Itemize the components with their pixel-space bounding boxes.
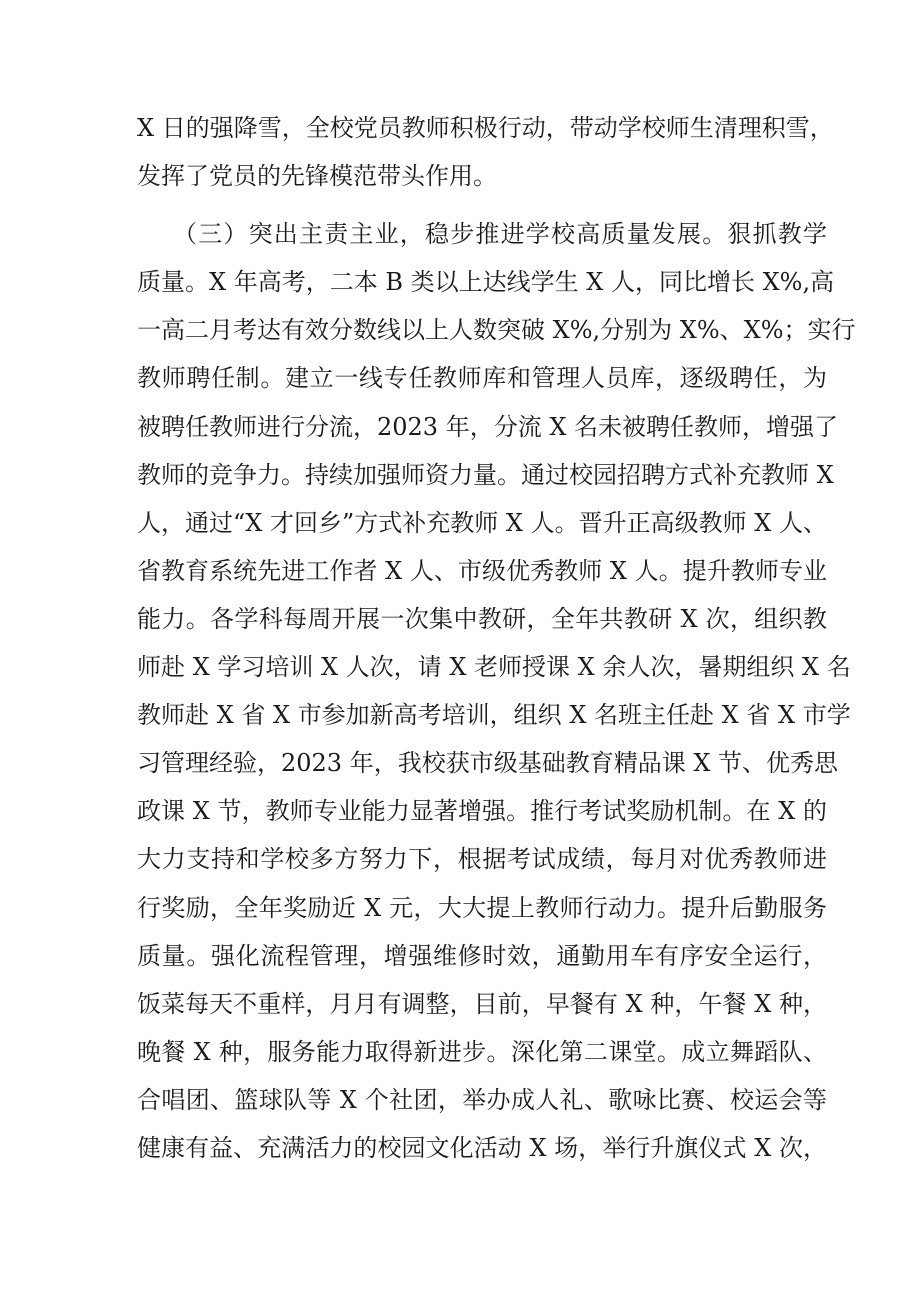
paragraph-1-line-2: 发挥了党员的先锋模范带头作用。 [137, 162, 497, 191]
paragraph-2-line-10: 师赴 X 学习培训 X 人次，请 X 老师授课 X 余人次，暑期组织 X 名 [137, 653, 851, 682]
paragraph-2-line-4: 教师聘任制。建立一线专任教师库和管理人员库，逐级聘任，为 [137, 364, 827, 393]
paragraph-2 [137, 210, 856, 1172]
paragraph-2-line-13: 政课 X 节，教师专业能力显著增强。推行考试奖励机制。在 X 的 [137, 797, 827, 826]
paragraph-2-line-2: 质量。X 年高考，二本 B 类以上达线学生 X 人，同比增长 X%,高 [137, 268, 835, 297]
paragraph-2-line-8: 省教育系统先进工作者 X 人、市级优秀教师 X 人。提升教师专业 [137, 556, 827, 585]
paragraph-2-line-11: 教师赴 X 省 X 市参加新高考培训，组织 X 名班主任赴 X 省 X 市学 [137, 701, 851, 730]
paragraph-2-line-14: 大力支持和学校多方努力下，根据考试成绩，每月对优秀教师进 [137, 845, 827, 874]
paragraph-2-line-1: （三）突出主责主业，稳步推进学校高质量发展。狠抓教学 [173, 220, 827, 249]
paragraph-2-line-16: 质量。强化流程管理，增强维修时效，通勤用车有序安全运行， [137, 941, 827, 970]
paragraph-2-line-7: 人，通过“X 才回乡”方式补充教师 X 人。晋升正高级教师 X 人、 [137, 508, 827, 537]
paragraph-1 [137, 104, 834, 200]
paragraph-2-line-5: 被聘任教师进行分流，2023 年，分流 X 名未被聘任教师，增强了 [137, 412, 839, 441]
paragraph-2-line-17: 饭菜每天不重样，月月有调整，目前，早餐有 X 种，午餐 X 种， [137, 989, 827, 1018]
paragraph-2-line-6: 教师的竞争力。持续加强师资力量。通过校园招聘方式补充教师 X [137, 460, 834, 489]
paragraph-2-line-15: 行奖励，全年奖励近 X 元，大大提上教师行动力。提升后勤服务 [137, 893, 827, 922]
paragraph-2-line-3: 一高二月考达有效分数线以上人数突破 X%,分别为 X%、X%；实行 [137, 316, 856, 345]
paragraph-spacer [137, 200, 827, 210]
paragraph-2-line-9: 能力。各学科每周开展一次集中教研，全年共教研 X 次，组织教 [137, 604, 827, 633]
paragraph-2-line-19: 合唱团、篮球队等 X 个社团，举办成人礼、歌咏比赛、校运会等 [137, 1085, 827, 1114]
paragraph-1-line-1: X 日的强降雪，全校党员教师积极行动，带动学校师生清理积雪， [137, 114, 834, 142]
body-text [137, 104, 856, 1172]
paragraph-2-line-20: 健康有益、充满活力的校园文化活动 X 场，举行升旗仪式 X 次， [137, 1133, 827, 1162]
paragraph-2-line-18: 晚餐 X 种，服务能力取得新进步。深化第二课堂。成立舞蹈队、 [137, 1037, 827, 1066]
paragraph-2-line-12: 习管理经验，2023 年，我校获市级基础教育精品课 X 节、优秀思 [137, 749, 839, 778]
